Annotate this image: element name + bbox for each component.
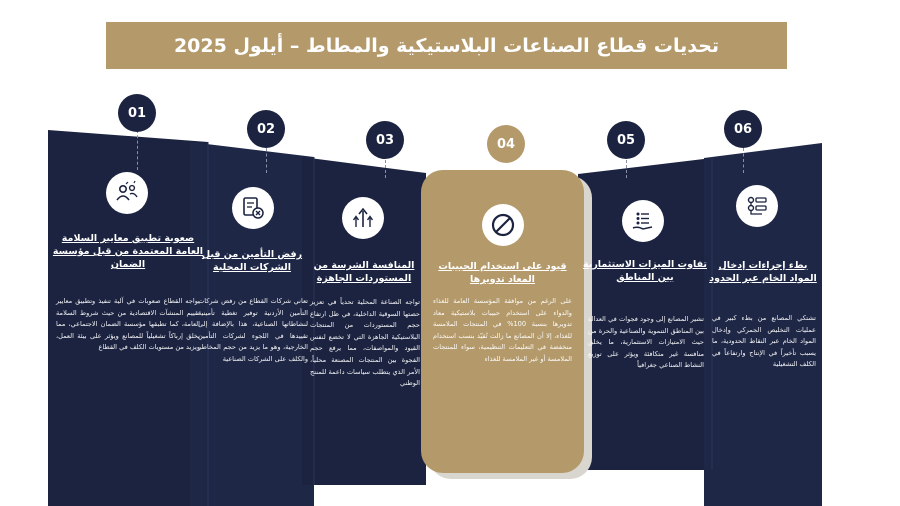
card-05-heading: تفاوت الميزات الاستثمارية بين المناطق [583,259,707,283]
card-05-body: تشير المصانع إلى وجود فجوات في العدالة بين المناطق التنموية والصناعية والحرة من حيث الامتيازات الاستثمارية، ما يخلق منافسة غير متكافئة ويؤثر على توزيع النشاط الصناعي جغرافياً [588,315,704,370]
card-02-number: 02 [247,110,285,148]
card-06-number: 06 [724,110,762,148]
card-03-body: تواجه الصناعة المحلية تحدياً في تعزيز حصتها السوقية الداخلية، في ظل ارتفاع حجم المستوردات من المنتجات البلاستيكية الجاهزة التي لا تخضع لنفس القيود والمواصفات، مما يرفع حجم الفجوة بين المنتجات المصنعة محلياً، الأمر الذي يتطلب سياسات داعمة للمنتج الوطني [310,298,420,388]
card-06-heading: بطء إجراءات إدخال المواد الخام عبر الحدود [709,260,817,284]
card-02-icon-wrap [232,187,274,229]
card-03-number: 03 [366,121,404,159]
card-01-icon-wrap [106,172,148,214]
card-03-icon-wrap [342,197,384,239]
competition-arrows-icon [350,205,376,231]
page-title: تحديات قطاع الصناعات البلاستيكية والمطاط – أيلول 2025 [173,34,720,57]
card-01-number: 01 [118,94,156,132]
card-02-body: تعاني شركات القطاع من رفض شركات التأمين الأردنية توفير تغطية تأمينية لنشاطاتها الصناعية، هذا بالإضافة إلى تقييدها في اللجوء لشركات التأمين الخارجية، وهو ما يزيد من حجم المخاطر والكلف على الشركات الصناعية [198,297,308,363]
card-05-number: 05 [607,121,645,159]
card-04-number: 04 [487,125,525,163]
card-01 [48,130,208,506]
prohibited-icon [489,211,517,239]
card-05-icon-wrap [622,200,664,242]
card-06 [704,143,822,506]
rejected-document-icon [240,195,266,221]
card-04-body: على الرغم من موافقة المؤسسة العامة للغذاء والدواء على استخدام حبيبات بلاستيكية معاد تدويرها بنسبة 100% في المنتجات الملامسة للغذاء، إلا أن المصانع ما زالت تُقيّد بنسب استخدام منخفضة في التعليمات التنظيمية، سواء للمنتجات الملامسة أو غير الملامسة للغذاء [433,297,573,363]
card-03 [302,157,426,485]
hand-list-icon [630,208,656,234]
card-04-heading: قيود على استخدام الحبيبات المعاد تدويرها [438,261,567,285]
card-01-heading: صعوبة تطبيق معايير السلامة العامة المعتمدة من قبل مؤسسة الضمان [52,233,204,270]
people-network-icon [114,180,140,206]
card-04-icon-wrap [482,204,524,246]
process-flow-icon [744,193,770,219]
card-04 [421,170,584,473]
card-05 [578,174,712,470]
card-06-body: تشتكي المصانع من بطء كبير في عمليات التخليص الجمركي وإدخال المواد الخام عبر النقاط الحدودية، ما يسبب تأخيراً في الإنتاج وارتفاعاً في الكلف التشغيلية [712,314,816,369]
card-03-heading: المنافسة الشرسة من المستوردات الجاهزة [313,260,415,284]
card-06-icon-wrap [736,185,778,227]
card-01-body: يواجه القطاع صعوبات في آلية تنفيذ وتطبيق معايير تقييم المنشآت الاقتصادية من حيث شروط السلامة العامة، كما تطبقها مؤسسة الضمان الاجتماعي، مما يخلق إرباكاً تشغيلياً للمصانع ويؤثر على بيئة العمل، ويزيد من مستويات الكلف في القطاع [56,297,200,352]
card-02 [190,142,314,506]
card-02-heading: رفض التأمين من قبل الشركات المحلية [201,249,303,273]
